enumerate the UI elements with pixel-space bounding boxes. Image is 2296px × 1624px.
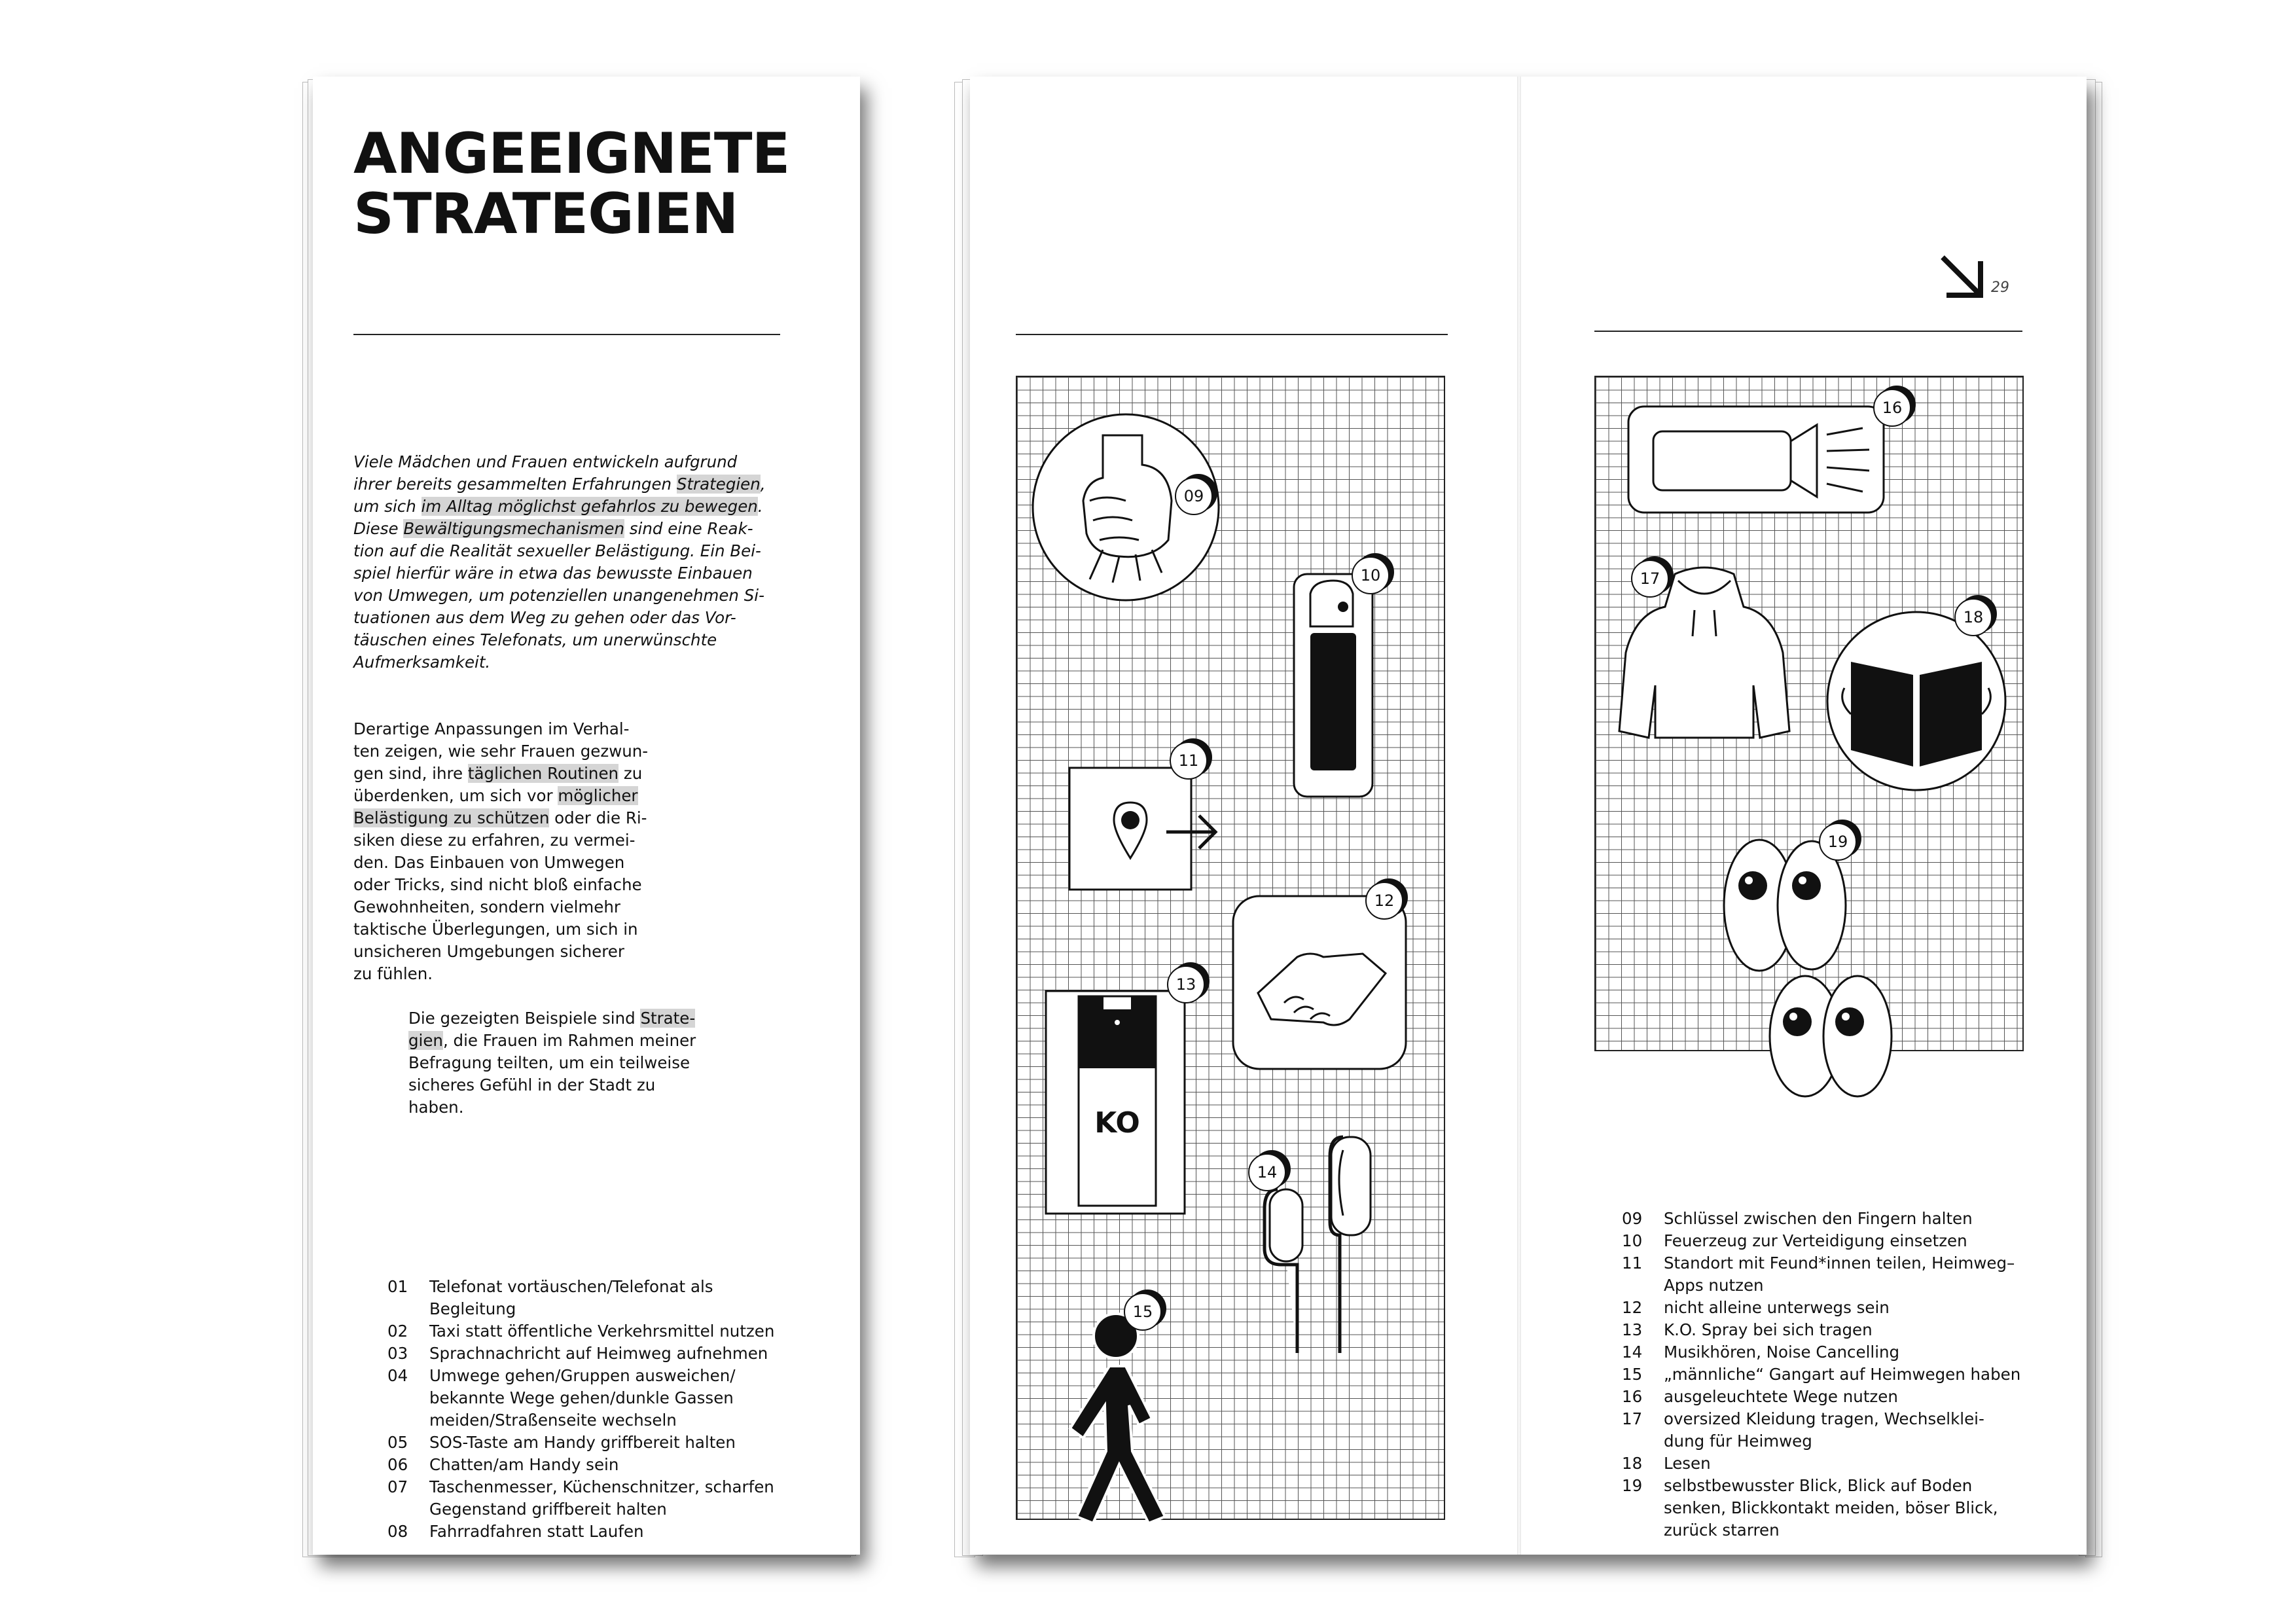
list-item (387, 1276, 793, 1320)
list-item-number: 01 (387, 1277, 408, 1296)
text-segment: sicheres Gefühl in der Stadt zu (408, 1075, 656, 1094)
badge-13: 13 (1167, 965, 1205, 1003)
title-divider (353, 334, 780, 335)
text-line (353, 763, 694, 785)
list-item-number: 07 (387, 1477, 408, 1496)
list-item (1622, 1363, 2028, 1386)
text-segment: ten zeigen, wie sehr Frauen gezwun- (353, 742, 649, 761)
highlighted-text: Bewältigungsmechanismen (403, 519, 624, 538)
text-segment: . (757, 497, 763, 516)
list-item-text: ausgeleuchtete Wege nutzen (1664, 1387, 1898, 1406)
walking-figure-illustration (1047, 1307, 1185, 1530)
list-item (1622, 1453, 2028, 1475)
badge-12: 12 (1365, 882, 1403, 920)
highlighted-text: täglichen Routinen (467, 764, 619, 783)
badge-17: 17 (1631, 560, 1669, 598)
badge-18: 18 (1954, 598, 1992, 636)
text-segment: Die gezeigten Beispiele sind (408, 1009, 641, 1028)
text-segment: den. Das Einbauen von Umwegen (353, 853, 625, 872)
list-item (387, 1343, 793, 1365)
text-segment: Diese (353, 519, 404, 538)
ko-spray-illustration (1045, 990, 1189, 1225)
text-line (408, 1074, 736, 1096)
text-segment: täuschen eines Telefonats, um unerwünschte (353, 630, 717, 649)
text-line (408, 1096, 736, 1119)
list-item-number: 14 (1622, 1343, 1643, 1362)
text-line (353, 785, 694, 807)
strategy-list-09-19 (1622, 1208, 2028, 1542)
list-item-text: Fahrradfahren statt Laufen (429, 1522, 644, 1541)
text-segment: Viele Mädchen und Frauen entwickeln aufgrund (353, 452, 738, 471)
list-item (387, 1432, 793, 1454)
list-item-text: K.O. Spray bei sich tragen (1664, 1320, 1873, 1339)
page-title: ANGEEIGNETE STRATEGIEN (353, 121, 790, 247)
badge-09: 09 (1175, 477, 1213, 515)
list-item-text: Taxi statt öffentliche Verkehrsmittel nutzen (429, 1322, 775, 1341)
left-page (313, 77, 860, 1555)
text-line (408, 1052, 736, 1074)
text-segment: um sich (353, 497, 422, 516)
illustration-spread (970, 77, 2087, 1555)
list-item (1622, 1408, 2028, 1453)
text-line (353, 963, 694, 985)
highlighted-text: gien (408, 1031, 443, 1050)
text-line (353, 896, 694, 918)
text-line (353, 651, 785, 674)
spray-label: KO (1094, 1106, 1140, 1140)
list-item-number: 12 (1622, 1298, 1643, 1317)
text-segment: gen sind, ihre (353, 764, 468, 783)
list-item (1622, 1252, 2028, 1297)
badge-14: 14 (1248, 1153, 1286, 1191)
handshake-illustration (1232, 895, 1408, 1072)
text-segment: ihrer bereits gesammelten Erfahrungen (353, 475, 677, 494)
badge-16: 16 (1873, 389, 1911, 427)
list-item (1622, 1208, 2028, 1230)
badge-15: 15 (1124, 1293, 1162, 1331)
list-item (387, 1365, 793, 1432)
list-item-text: Standort mit Feund*innen teilen, Heimweg–Apps nutzen (1664, 1254, 2015, 1295)
text-line (353, 562, 785, 585)
text-line (353, 829, 694, 852)
list-item-number: 02 (387, 1322, 408, 1341)
text-line (353, 585, 785, 607)
list-item-text: selbstbewusster Blick, Blick auf Boden senken, Blickkontakt meiden, böser Blick, zurück starren (1664, 1476, 1998, 1540)
highlighted-text: Belästigung zu schützen (353, 808, 550, 827)
list-item (1622, 1319, 2028, 1341)
text-segment: Derartige Anpassungen im Verhal- (353, 719, 630, 738)
intro-paragraph (353, 451, 785, 674)
text-segment: , (760, 475, 766, 494)
list-item-number: 15 (1622, 1365, 1643, 1384)
list-item-number: 17 (1622, 1409, 1643, 1428)
badge-19: 19 (1819, 823, 1857, 861)
text-segment: , die Frauen im Rahmen meiner (442, 1031, 696, 1050)
middle-page-divider (1016, 334, 1448, 335)
text-line (353, 629, 785, 651)
list-item-number: 11 (1622, 1254, 1643, 1272)
text-line (353, 718, 694, 740)
list-item-number: 04 (387, 1366, 408, 1385)
text-line (353, 807, 694, 829)
text-segment: von Umwegen, um potenziellen unangenehmen Si- (353, 586, 764, 605)
flashlight-illustration (1627, 405, 1889, 516)
text-segment: tion auf die Realität sexueller Belästigung. Ein Bei- (353, 541, 761, 560)
badge-10: 10 (1352, 556, 1390, 594)
text-segment: Befragung teilten, um ein teilweise (408, 1053, 691, 1072)
text-line (353, 918, 694, 941)
lighter-illustration (1287, 568, 1379, 803)
list-item (387, 1521, 793, 1543)
list-item-text: Umwege gehen/Gruppen ausweichen/ bekannte Wege gehen/dunkle Gassen meiden/Straßenseite wechseln (429, 1366, 736, 1430)
book-reading-illustration (1825, 609, 2008, 793)
badge-11: 11 (1170, 742, 1208, 780)
location-share-illustration (1068, 767, 1225, 891)
text-segment: spiel hierfür wäre in etwa das bewusste Einbauen (353, 564, 753, 583)
list-item-text: nicht alleine unterwegs sein (1664, 1298, 1890, 1317)
list-item-text: Sprachnachricht auf Heimweg aufnehmen (429, 1344, 768, 1363)
text-segment: siken diese zu erfahren, zu vermei- (353, 831, 636, 850)
list-item (1622, 1341, 2028, 1363)
text-line (353, 451, 785, 473)
list-item (387, 1454, 793, 1476)
text-segment: Aufmerksamkeit. (353, 653, 491, 672)
list-item-text: Taschenmesser, Küchenschnitzer, scharfen Gegenstand griffbereit halten (429, 1477, 774, 1519)
list-item-number: 19 (1622, 1476, 1643, 1495)
text-line (353, 852, 694, 874)
highlighted-text: möglicher (558, 786, 638, 805)
text-segment: zu fühlen. (353, 964, 433, 983)
text-segment: haben. (408, 1098, 464, 1117)
list-item-number: 06 (387, 1455, 408, 1474)
right-page-divider (1594, 331, 2022, 332)
text-line (353, 874, 694, 896)
list-item-number: 08 (387, 1522, 408, 1541)
list-item-number: 10 (1622, 1231, 1643, 1250)
text-line (353, 941, 694, 963)
text-line (353, 540, 785, 562)
list-item-number: 18 (1622, 1454, 1643, 1473)
list-item-number: 05 (387, 1433, 408, 1452)
note-paragraph (408, 1007, 736, 1119)
text-segment: oder die Ri- (549, 808, 647, 827)
list-item-text: Chatten/am Handy sein (429, 1455, 619, 1474)
text-line (353, 607, 785, 629)
list-item-text: SOS-Taste am Handy griffbereit halten (429, 1433, 736, 1452)
list-item (387, 1320, 793, 1343)
list-item-text: Feuerzeug zur Verteidigung einsetzen (1664, 1231, 1967, 1250)
text-segment: überdenken, um sich vor (353, 786, 558, 805)
text-segment: unsicheren Umgebungen sicherer (353, 942, 624, 961)
list-item-number: 13 (1622, 1320, 1643, 1339)
list-item-text: Lesen (1664, 1454, 1711, 1473)
list-item-text: Musikhören, Noise Cancelling (1664, 1343, 1900, 1362)
text-segment: zu (619, 764, 643, 783)
list-item-text: Telefonat vortäuschen/Telefonat als Begleitung (429, 1277, 713, 1318)
list-item (1622, 1475, 2028, 1542)
highlighted-text: im Alltag möglichst gefahrlos zu bewegen (421, 497, 758, 516)
spread-gutter (1517, 77, 1521, 1555)
text-line (353, 740, 694, 763)
highlighted-text: Strategien (676, 475, 761, 494)
text-segment: taktische Überlegungen, um sich in (353, 920, 638, 939)
list-item-text: Schlüssel zwischen den Fingern halten (1664, 1209, 1973, 1228)
text-segment: oder Tricks, sind nicht bloß einfache (353, 875, 642, 894)
list-item (1622, 1297, 2028, 1319)
text-line (408, 1007, 736, 1030)
list-item (387, 1476, 793, 1521)
text-segment: sind eine Reak- (624, 519, 753, 538)
text-line (353, 473, 785, 496)
list-item (1622, 1230, 2028, 1252)
list-item-number: 03 (387, 1344, 408, 1363)
list-item-number: 16 (1622, 1387, 1643, 1406)
arrow-down-right-icon (1937, 252, 1986, 300)
eyes-illustration (1720, 833, 1897, 1102)
text-segment: tuationen aus dem Weg zu gehen oder das Vor- (353, 608, 736, 627)
text-line (408, 1030, 736, 1052)
text-line (353, 518, 785, 540)
list-item-number: 09 (1622, 1209, 1643, 1228)
text-line (353, 496, 785, 518)
strategy-list-01-08 (387, 1276, 793, 1543)
highlighted-text: Strate- (640, 1009, 696, 1028)
list-item (1622, 1386, 2028, 1408)
text-segment: Gewohnheiten, sondern vielmehr (353, 897, 620, 916)
list-item-text: „männliche“ Gangart auf Heimwegen haben (1664, 1365, 2021, 1384)
page-number: 29 (1991, 280, 2009, 296)
list-item-text: oversized Kleidung tragen, Wechselklei- dung für Heimweg (1664, 1409, 1984, 1451)
body-paragraph (353, 718, 694, 985)
